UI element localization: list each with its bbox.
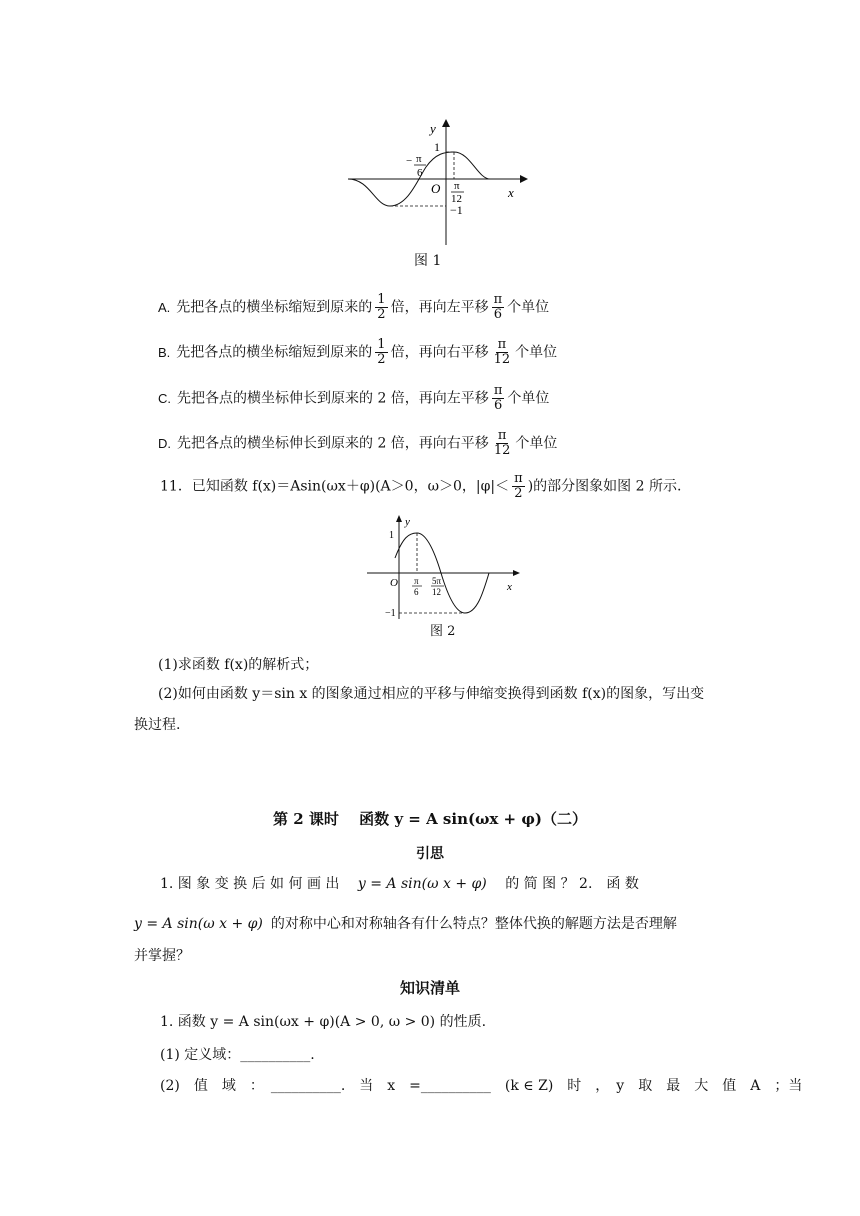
formula: y = A sin(ω x + φ) [134, 916, 263, 932]
option-letter: B. [158, 344, 171, 360]
sub-question-2-line1: (2)如何由函数 y＝sin x 的图象通过相应的平移与伸缩变换得到函数 f(x)的图象，写出变 [158, 686, 705, 702]
figure-2-caption: 图 2 [430, 624, 456, 639]
fig2-one-label: 1 [389, 530, 394, 541]
sub-question-2-line2: 换过程. [134, 717, 181, 733]
fig2-y-arrow [396, 515, 402, 522]
figure-1-graph [330, 115, 530, 250]
knowledge-range: (2) 值 域 ： __________. 当 x =__________ (k ∈ Z) 时 ， y 取 最 大 值 A ；当 [160, 1078, 803, 1094]
fig1-pi12-den: 12 [451, 193, 462, 205]
fraction: $\frac{1}{2}$ [377, 337, 386, 367]
fig2-pi6-den: 6 [414, 587, 419, 597]
fig2-neg-one: −1 [385, 608, 396, 619]
fig1-neg-pi: π [416, 153, 422, 165]
fig1-pi12-num: π [454, 180, 460, 192]
fig1-neg-sign: − [406, 155, 413, 167]
fraction: $\frac{1}{2}$ [377, 292, 386, 322]
figure-2-graph [365, 513, 525, 623]
fig1-origin: O [431, 181, 441, 196]
fig1-neg-one: −1 [450, 203, 463, 217]
question-11: 11．已知函数 f(x)＝Asin(ωx＋φ)(A＞0，ω＞0，|φ|＜ $\frac{\pi}{2}$ )的部分图象如图 2 所示. [160, 471, 682, 501]
fraction: $\frac{\pi}{12}$ [493, 337, 511, 367]
fig2-x-label: x [507, 581, 512, 593]
formula: y = A sin(ω x + φ) [357, 876, 487, 892]
option-a[interactable]: A. 先把各点的横坐标缩短到原来的 $\frac{1}{2}$ 倍，再向左平移 $\frac{\pi}{6}$ 个单位 [158, 292, 550, 322]
option-letter: D. [158, 435, 171, 451]
option-b[interactable]: B. 先把各点的横坐标缩短到原来的 $\frac{1}{2}$ 倍，再向右平移 $\frac{\pi}{12}$ 个单位 [158, 337, 558, 367]
fig1-one-label: 1 [434, 140, 440, 154]
option-letter: A. [158, 299, 171, 315]
fig1-x-label: x [508, 185, 514, 200]
option-d[interactable]: D. 先把各点的横坐标伸长到原来的 2 倍，再向右平移 $\frac{\pi}{12}$ 个单位 [158, 428, 558, 458]
yinsi-line-3: 并掌握？ [134, 948, 190, 964]
knowledge-domain: (1) 定义域：__________. [160, 1047, 315, 1063]
fraction: $\frac{\pi}{12}$ [493, 428, 511, 458]
lesson-title: 第 2 课时 函数 y = A sin(ωx + φ)（二） [273, 810, 587, 828]
fig1-neg-den: 6 [417, 167, 423, 179]
yinsi-line-1: 1. 图 象 变 换 后 如 何 画 出 y = A sin(ω x + φ) 的 简 图 ？ 2. 函 数 [160, 876, 639, 892]
knowledge-item-1: 1. 函数 y = A sin(ωx + φ)(A > 0, ω > 0) 的性质. [160, 1014, 487, 1030]
option-letter: C. [158, 390, 171, 406]
fig2-pi6-num: π [414, 576, 419, 586]
sub-question-1: (1)求函数 f(x)的解析式； [158, 657, 319, 673]
zhishi-heading: 知识清单 [399, 979, 460, 997]
yinsi-line-2: y = A sin(ω x + φ) 的对称中心和对称轴各有什么特点？整体代换的解题方法是否理解 [134, 916, 677, 932]
fig1-y-label: y [430, 121, 436, 136]
figure-1-caption: 图 1 [414, 253, 442, 269]
fraction: $\frac{\pi}{6}$ [493, 383, 503, 413]
fig2-x-arrow [513, 570, 520, 576]
fig2-origin: O [390, 577, 398, 589]
fig2-5pi-den: 12 [432, 587, 441, 597]
fig1-y-arrow [442, 119, 450, 127]
option-c[interactable]: C. 先把各点的横坐标伸长到原来的 2 倍，再向左平移 $\frac{\pi}{6}$ 个单位 [158, 383, 550, 413]
fig2-5pi-num: 5π [432, 576, 442, 586]
fraction: $\frac{\pi}{2}$ [514, 471, 523, 501]
fig2-y-label: y [405, 516, 410, 528]
fraction: $\frac{\pi}{6}$ [493, 292, 503, 322]
yinsi-heading: 引思 [416, 846, 444, 862]
fig1-x-arrow [520, 175, 528, 183]
